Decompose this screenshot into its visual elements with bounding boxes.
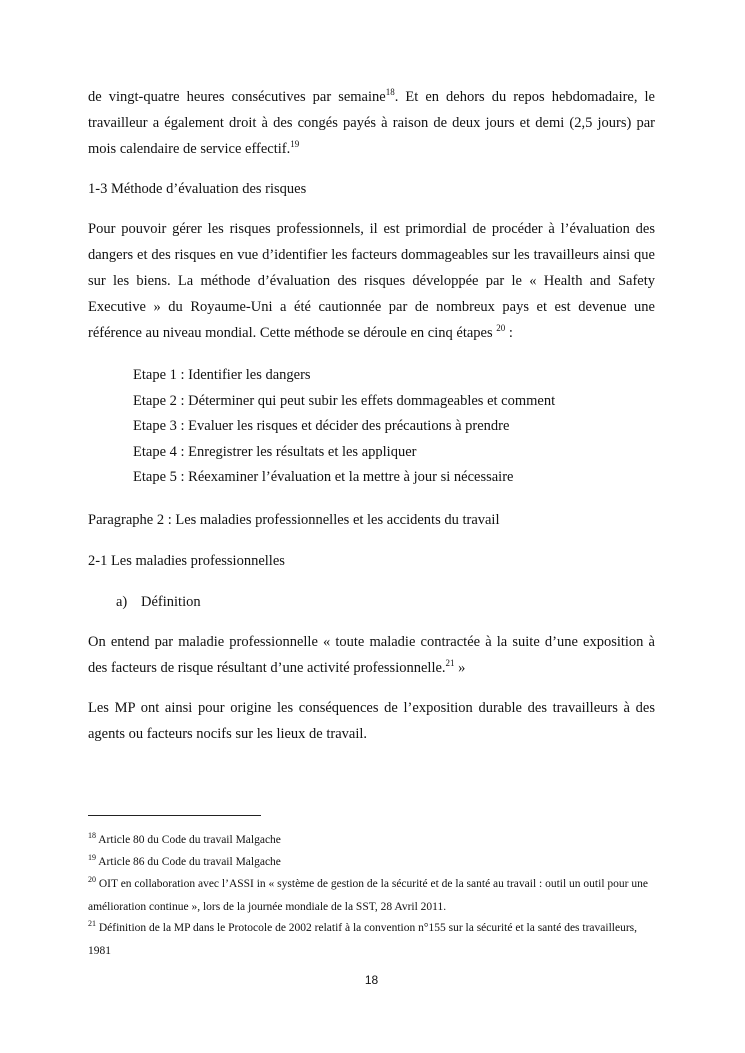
- footnote-ref-20[interactable]: 20: [496, 323, 506, 333]
- paragraph-mp-origin: Les MP ont ainsi pour origine les conséquences de l’exposition durable des travailleurs à des agents ou facteurs nocifs sur les lieux de travail.: [88, 700, 655, 742]
- footnote-20: $^{20}$ OIT en collaboration avec l’ASSI in « système de gestion de la sécurité et de la santé au travail : outil un outil pour une amélioration continue », lors de la journée mondiale de la SST, 28 Avril 2011.: [88, 875, 648, 913]
- paragraph-method: Pour pouvoir gérer les risques professionnels, il est primordial de procéder à l’évaluation des dangers et des risques en vue d’identifier les facteurs dommageables sur les travailleurs ainsi que sur les biens. La méthode d’évaluation des risques développée par le « Health and Safety Executive » du Royaume-Uni a été cautionnée par de nombreux pays et est devenue une référence au niveau mondial. Cette méthode se déroule en cinq étapes $^{20}$ :: [88, 221, 655, 341]
- footnote-19: $^{19}$ Article 86 du Code du travail Malgache: [88, 853, 281, 868]
- list-item: Etape 5 : Réexaminer l’évaluation et la mettre à jour si nécessaire: [133, 469, 514, 486]
- footnote-18: $^{18}$ Article 80 du Code du travail Malgache: [88, 831, 281, 846]
- paragraph-2-heading: Paragraphe 2 : Les maladies professionnelles et les accidents du travail: [88, 512, 500, 528]
- paragraph-rest-days: de vingt-quatre heures consécutives par semaine$^{18}$. Et en dehors du repos hebdomadaire, le travailleur a également droit à des congés payés à raison de deux jours et demi (2,5 jours) par mois calendaire de service effectif.$^{19}$: [88, 87, 655, 157]
- list-item: Etape 2 : Déterminer qui peut subir les effets dommageables et comment: [133, 392, 556, 409]
- steps-list: [133, 363, 555, 491]
- list-item: Etape 4 : Enregistrer les résultats et les appliquer: [133, 443, 417, 460]
- section-heading-1-3: 1-3 Méthode d’évaluation des risques: [88, 181, 307, 197]
- page-number: 18: [364, 973, 379, 987]
- list-item: Etape 1 : Identifier les dangers: [133, 367, 311, 383]
- list-item: Etape 3 : Evaluer les risques et décider des précautions à prendre: [133, 418, 510, 435]
- definition-title: Définition: [141, 594, 201, 610]
- footnote-ref-19[interactable]: 19: [290, 139, 300, 149]
- footnote-separator: [88, 815, 261, 816]
- definition-label: a): [116, 594, 128, 610]
- paragraph-definition: On entend par maladie professionnelle « toute maladie contractée à la suite d’une exposition à des facteurs de risque résultant d’une activité professionnelle.$^{21}$ »: [88, 634, 655, 676]
- section-heading-2-1: 2-1 Les maladies professionnelles: [88, 553, 285, 569]
- footnote-ref-18[interactable]: 18: [385, 87, 395, 97]
- footnote-21: $^{21}$ Définition de la MP dans le Protocole de 2002 relatif à la convention n°155 sur la sécurité et la santé des travailleurs, 1981: [88, 919, 637, 957]
- definition-subheading: [116, 589, 201, 615]
- footnote-ref-21[interactable]: 21: [445, 658, 455, 668]
